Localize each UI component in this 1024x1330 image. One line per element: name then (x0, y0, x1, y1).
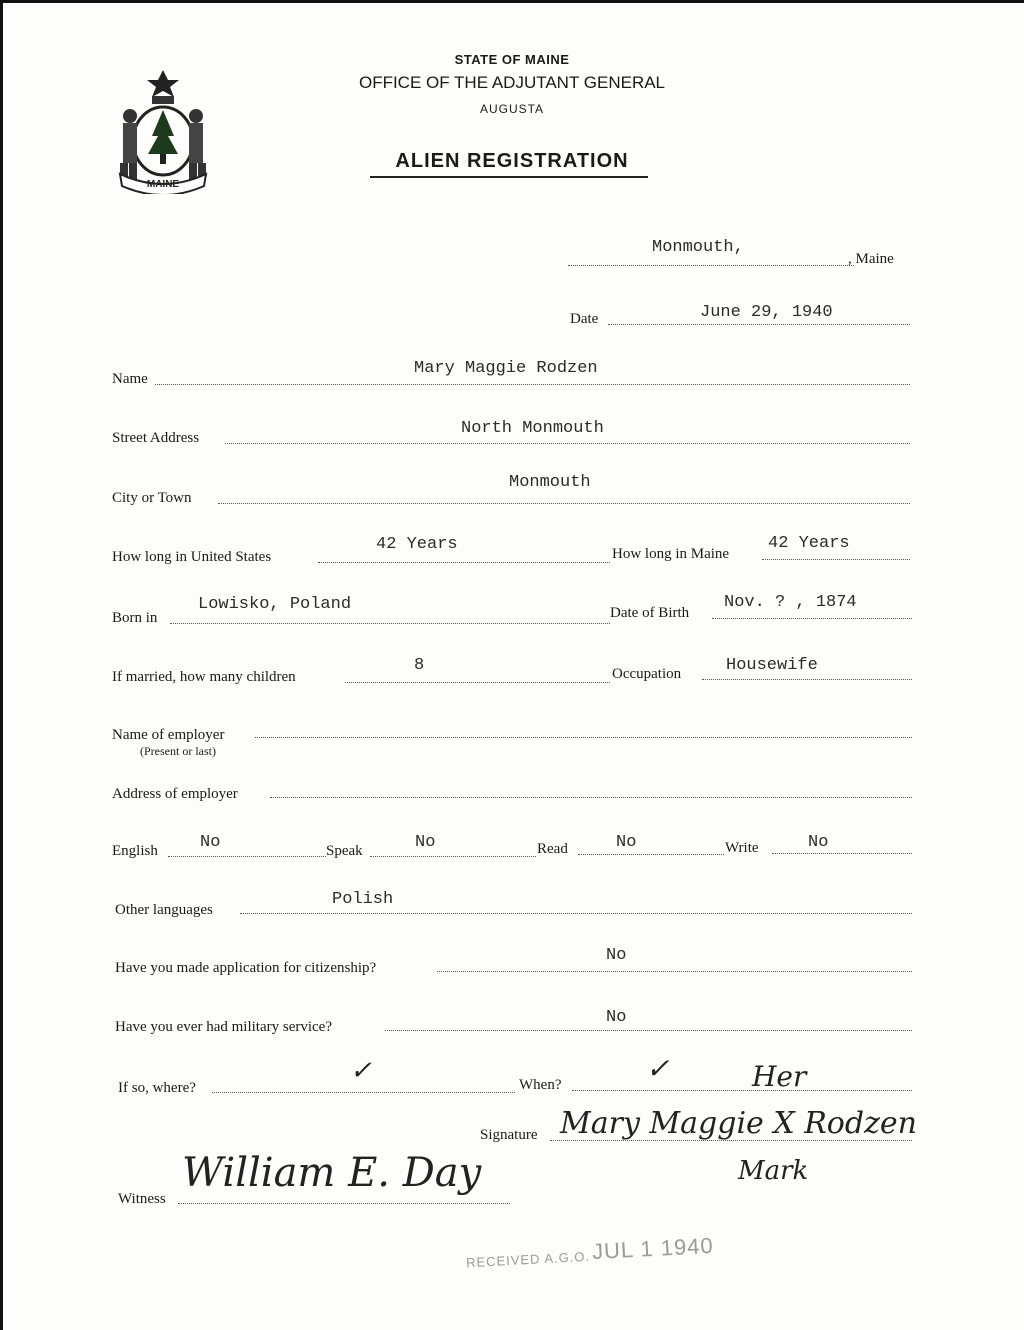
name-label: Name (112, 371, 148, 387)
where-checkmark: ✓ (350, 1056, 372, 1086)
occupation-line (702, 679, 912, 680)
us-duration-label: How long in United States (112, 549, 272, 565)
dob-value: Nov. ? , 1874 (724, 593, 857, 612)
stamp-prefix: RECEIVED A.G.O. (465, 1248, 591, 1271)
page-edge-top (0, 0, 1024, 3)
citizenship-label: Have you made application for citizenship? (115, 960, 377, 976)
title-underline (370, 176, 648, 178)
maine-duration-label: How long in Maine (612, 546, 730, 562)
born-line (170, 623, 610, 624)
location-suffix: , Maine (848, 251, 894, 267)
name-line (155, 384, 910, 385)
employer-label: Name of employer (112, 727, 225, 743)
other-languages-value: Polish (332, 890, 394, 909)
write-label: Write (725, 840, 759, 856)
military-value: No (606, 1008, 627, 1027)
employer-address-line (270, 797, 912, 798)
citizenship-line (437, 971, 912, 972)
military-label: Have you ever had military service? (115, 1019, 332, 1035)
city-value: Monmouth (509, 473, 591, 492)
military-line (385, 1030, 912, 1031)
form-title: ALIEN REGISTRATION (395, 150, 629, 172)
us-duration-line (318, 562, 610, 563)
citizenship-value: No (606, 946, 627, 965)
stamp-date: JUL 1 1940 (591, 1232, 715, 1265)
street-line (225, 443, 910, 444)
speak-line (370, 856, 536, 857)
employer-line (255, 737, 912, 738)
read-value: No (616, 833, 637, 852)
signature-label: Signature (480, 1127, 538, 1143)
street-label: Street Address (112, 430, 200, 446)
city-line (218, 503, 910, 504)
header-office: OFFICE OF THE ADJUTANT GENERAL (358, 73, 666, 92)
signature-value: Mary Maggie X Rodzen (560, 1106, 917, 1141)
street-value: North Monmouth (461, 419, 604, 438)
witness-label: Witness (118, 1191, 166, 1207)
speak-label: Speak (326, 843, 363, 859)
name-value: Mary Maggie Rodzen (414, 359, 598, 378)
where-line (212, 1092, 515, 1093)
born-value: Lowisko, Poland (198, 595, 352, 614)
english-value: No (200, 833, 221, 852)
children-value: 8 (414, 656, 425, 675)
english-label: English (112, 843, 158, 859)
dob-line (712, 618, 912, 619)
date-line (608, 324, 910, 325)
witness-signature: William E. Day (182, 1150, 482, 1196)
location-value: Monmouth, (652, 238, 744, 257)
employer-note: (Present or last) (140, 744, 216, 758)
maine-duration-value: 42 Years (768, 534, 850, 553)
page-edge-left (0, 0, 3, 1330)
date-value: June 29, 1940 (700, 303, 833, 322)
read-line (578, 854, 724, 855)
date-label: Date (570, 311, 599, 327)
write-line (772, 853, 912, 854)
when-line (572, 1090, 912, 1091)
header-state: STATE OF MAINE (454, 52, 570, 67)
english-line (168, 856, 326, 857)
when-checkmark: ✓ (646, 1052, 670, 1085)
children-label: If married, how many children (112, 669, 296, 685)
write-value: No (808, 833, 829, 852)
when-label: When? (519, 1077, 562, 1093)
read-label: Read (537, 841, 568, 857)
dob-label: Date of Birth (610, 605, 690, 621)
us-duration-value: 42 Years (376, 535, 458, 554)
witness-line (178, 1203, 510, 1204)
employer-address-label: Address of employer (112, 786, 238, 802)
signature-her: Her (752, 1060, 807, 1093)
signature-mark: Mark (738, 1156, 809, 1186)
born-label: Born in (112, 610, 158, 626)
other-languages-label: Other languages (115, 902, 213, 918)
other-languages-line (240, 913, 912, 914)
speak-value: No (415, 833, 436, 852)
location-line (568, 265, 854, 266)
occupation-value: Housewife (726, 656, 818, 675)
seal-text: MAINE (146, 179, 180, 190)
city-label: City or Town (112, 490, 192, 506)
header-city: AUGUSTA (479, 102, 545, 116)
maine-duration-line (762, 559, 910, 560)
occupation-label: Occupation (612, 666, 682, 682)
where-label: If so, where? (118, 1080, 196, 1096)
children-line (345, 682, 610, 683)
